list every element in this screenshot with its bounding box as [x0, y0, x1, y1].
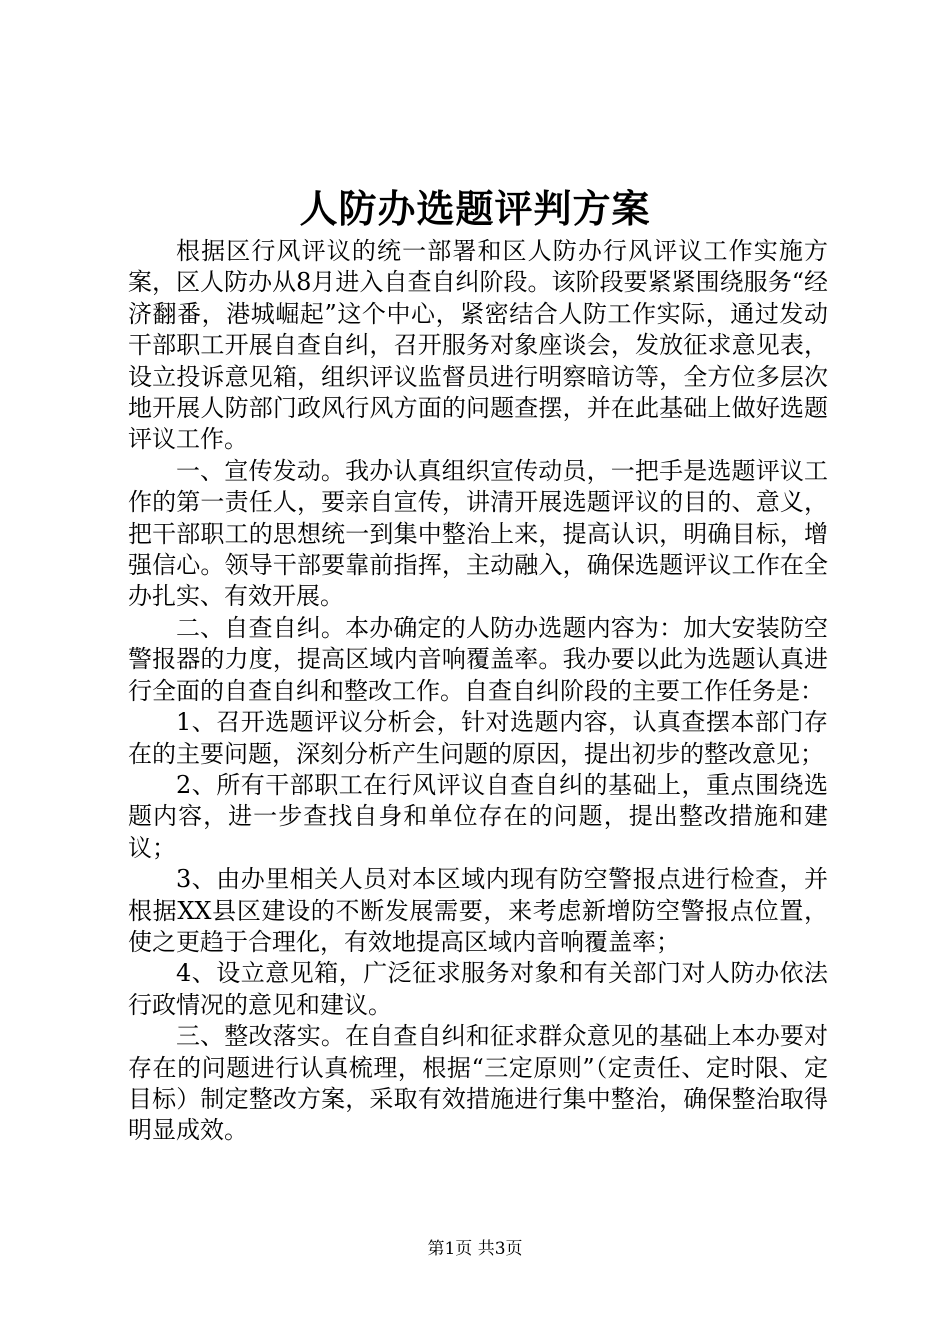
paragraph-section-1: 一、宣传发动。我办认真组织宣传动员，一把手是选题评议工作的第一责任人，要亲自宣传，讲清开展选题评议的目的、意义，把干部职工的思想统一到集中整治上来，提高认识，明确目标，增强信心。领导干部要靠前指挥，主动融入，确保选题评议工作在全办扎实、有效开展。	[128, 456, 828, 611]
paragraph-section-3: 三、整改落实。在自查自纠和征求群众意见的基础上本办要对存在的问题进行认真梳理，根据“三定原则”（定责任、定时限、定目标）制定整改方案，采取有效措施进行集中整治，确保整治取得明显成效。	[128, 1022, 828, 1145]
page-number-footer: 第1页 共3页	[427, 1239, 523, 1259]
paragraph-intro: 根据区行风评议的统一部署和区人防办行风评议工作实施方案，区人防办从8月进入自查自纠阶段。该阶段要紧紧围绕服务“经济翻番，港城崛起”这个中心，紧密结合人防工作实际，通过发动干部职工开展自查自纠，召开服务对象座谈会，发放征求意见表，设立投诉意见箱，组织评议监督员进行明察暗访等，全方位多层次地开展人防部门政风行风方面的问题查摆，并在此基础上做好选题评议工作。	[128, 237, 828, 454]
document-title: 人防办选题评判方案	[299, 186, 651, 231]
paragraph-section-2: 二、自查自纠。本办确定的人防办选题内容为：加大安装防空警报器的力度，提高区域内音响覆盖率。我办要以此为选题认真进行全面的自查自纠和整改工作。自查自纠阶段的主要工作任务是：	[128, 613, 828, 705]
list-item-4: 4、设立意见箱，广泛征求服务对象和有关部门对人防办依法行政情况的意见和建议。	[128, 959, 828, 1019]
list-item-3: 3、由办里相关人员对本区域内现有防空警报点进行检查，并根据XX县区建设的不断发展需要，来考虑新增防空警报点位置，使之更趋于合理化，有效地提高区域内音响覆盖率；	[128, 865, 828, 956]
list-item-1: 1、召开选题评议分析会，针对选题内容，认真查摆本部门存在的主要问题，深刻分析产生问题的原因，提出初步的整改意见；	[128, 708, 828, 768]
document-body	[128, 236, 828, 1147]
list-item-2: 2、所有干部职工在行风评议自查自纠的基础上，重点围绕选题内容，进一步查找自身和单位存在的问题，提出整改措施和建议；	[128, 770, 828, 862]
